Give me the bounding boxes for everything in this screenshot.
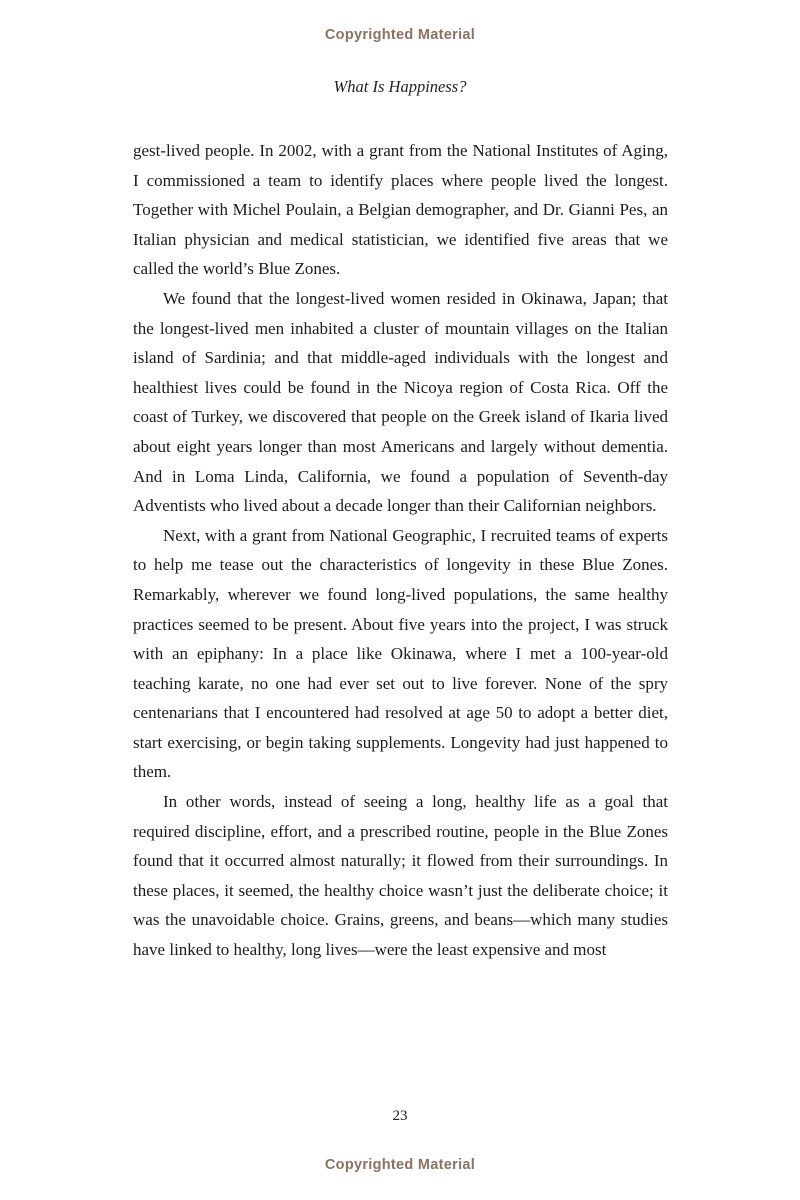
body-paragraph: In other words, instead of seeing a long, healthy life as a goal that required discipline, effort, and a prescribed routine, people in the Blue Zones found that it occurred almost naturally; it flowed from their surroundings. In these places, it seemed, the healthy choice wasn’t just the deliberate choice; it was the unavoidable choice. Grains, greens, and beans—which many studies have linked to healthy, long lives—were the least expensive and most: [133, 792, 668, 960]
page-body: [133, 136, 668, 965]
body-paragraph: gest-lived people. In 2002, with a grant from the National Institutes of Aging, I commissioned a team to identify places where people lived the longest. Together with Michel Poulain, a Belgian demographer, and Dr. Gianni Pes, an Italian physician and medical statistician, we identified five areas that we called the world’s Blue Zones.: [133, 141, 668, 279]
body-paragraph: Next, with a grant from National Geographic, I recruited teams of experts to help me tease out the characteristics of longevity in these Blue Zones. Remarkably, wherever we found long-lived populations, the same healthy practices seemed to be present. About five years into the project, I was struck with an epiphany: In a place like Okinawa, where I met a 100-year-old teaching karate, no one had ever set out to live forever. None of the spry centenarians that I encountered had resolved at age 50 to adopt a better diet, start exercising, or begin taking supplements. Longevity had just happened to them.: [133, 525, 668, 782]
copyright-notice-top: Copyrighted Material: [324, 27, 476, 43]
copyright-notice-bottom: Copyrighted Material: [324, 1157, 476, 1173]
body-paragraph: We found that the longest-lived women resided in Okinawa, Japan; that the longest-lived men inhabited a cluster of mountain villages on the Italian island of Sardinia; and that middle-aged individuals with the longest and healthiest lives could be found in the Nicoya region of Costa Rica. Off the coast of Turkey, we discovered that people on the Greek island of Ikaria lived about eight years longer than most Americans and largely without dementia. And in Loma Linda, California, we found a population of Seventh-day Adventists who lived about a decade longer than their Californian neighbors.: [133, 288, 668, 516]
running-header: What Is Happiness?: [333, 77, 467, 96]
page-number: 23: [392, 1108, 408, 1124]
